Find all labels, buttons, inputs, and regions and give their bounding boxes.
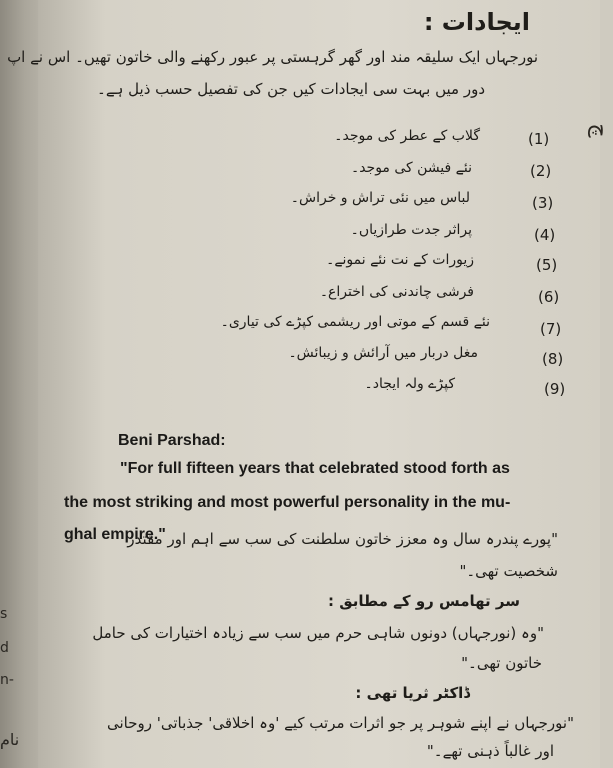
list-item-text: زیورات کے نت نئے نمونے۔: [326, 252, 474, 268]
list-item-text: کپڑے ولہ ایجاد۔: [364, 376, 455, 392]
list-item-number: (1): [528, 130, 550, 148]
list-item-number: (8): [542, 350, 564, 368]
margin-mark: چ: [587, 123, 613, 138]
list-item-number: (4): [534, 226, 556, 244]
intro-line: دور میں بہت سی ایجادات کیں جن کی تفصیل حسب ذیل ہے۔: [97, 80, 485, 98]
list-item-text: گلاب کے عطر کی موجد۔: [334, 128, 480, 144]
urdu-quote-line: شخصیت تھی۔": [459, 562, 558, 580]
list-item-text: پراثر جدت طرازیاں۔: [350, 222, 472, 238]
quote-line: ghal empire.": [64, 526, 166, 543]
urdu-quote-line: "پورے پندرہ سال وہ معزز خاتون سلطنت کی سب سے اہم اور مقتدر: [127, 530, 558, 548]
list-item-text: مغل دربار میں آرائش و زیبائش۔: [288, 345, 478, 361]
quote-line: the most striking and most powerful personality in the mu-: [64, 494, 511, 511]
quote-line: "For full fifteen years that celebrated stood forth as: [120, 460, 510, 477]
list-item-number: (7): [540, 320, 562, 338]
list-item-number: (5): [536, 256, 558, 274]
list-item-text: نئے قسم کے موتی اور ریشمی کپڑے کی تیاری۔: [220, 314, 490, 330]
intro-line: نورجہاں ایک سلیقہ مند اور گھر گرہستی پر عبور رکھنے والی خاتون تھیں۔ اس نے اپ: [7, 48, 538, 66]
prev-page-fragment: نام: [0, 730, 20, 749]
urdu-quote-line: خاتون تھی۔": [461, 654, 542, 672]
prev-page-fragment: s: [0, 606, 8, 622]
list-item-number: (3): [532, 194, 554, 212]
prev-page-fragment: n-: [0, 672, 14, 688]
urdu-quote-line: "نورجہاں نے اپنے شوہر پر جو اثرات مرتب کیے 'وہ اخلاقی' جذباتی' روحانی: [106, 714, 574, 732]
list-item-number: (9): [544, 380, 566, 398]
list-item-text: نئے فیشن کی موجد۔: [350, 160, 472, 176]
page-heading: ایجادات :: [423, 8, 530, 36]
quote-author: Beni Parshad:: [118, 432, 226, 449]
prev-page-fragment: d: [0, 640, 9, 656]
urdu-source-heading: سر تھامس رو کے مطابق :: [327, 592, 520, 610]
urdu-source-heading: ڈاکٹر ثریا تھی :: [355, 684, 470, 702]
urdu-quote-line: "وہ (نورجہاں) دونوں شاہی حرم میں سب سے زیادہ اختیارات کی حامل: [92, 624, 544, 642]
list-item-number: (2): [530, 162, 552, 180]
list-item-text: فرشی چاندنی کی اختراع۔: [319, 284, 474, 300]
list-item-text: لباس میں نئی تراش و خراش۔: [290, 190, 470, 206]
list-item-number: (6): [538, 288, 560, 306]
urdu-quote-line: اور غالباً ذہنی تھے۔": [426, 742, 554, 760]
